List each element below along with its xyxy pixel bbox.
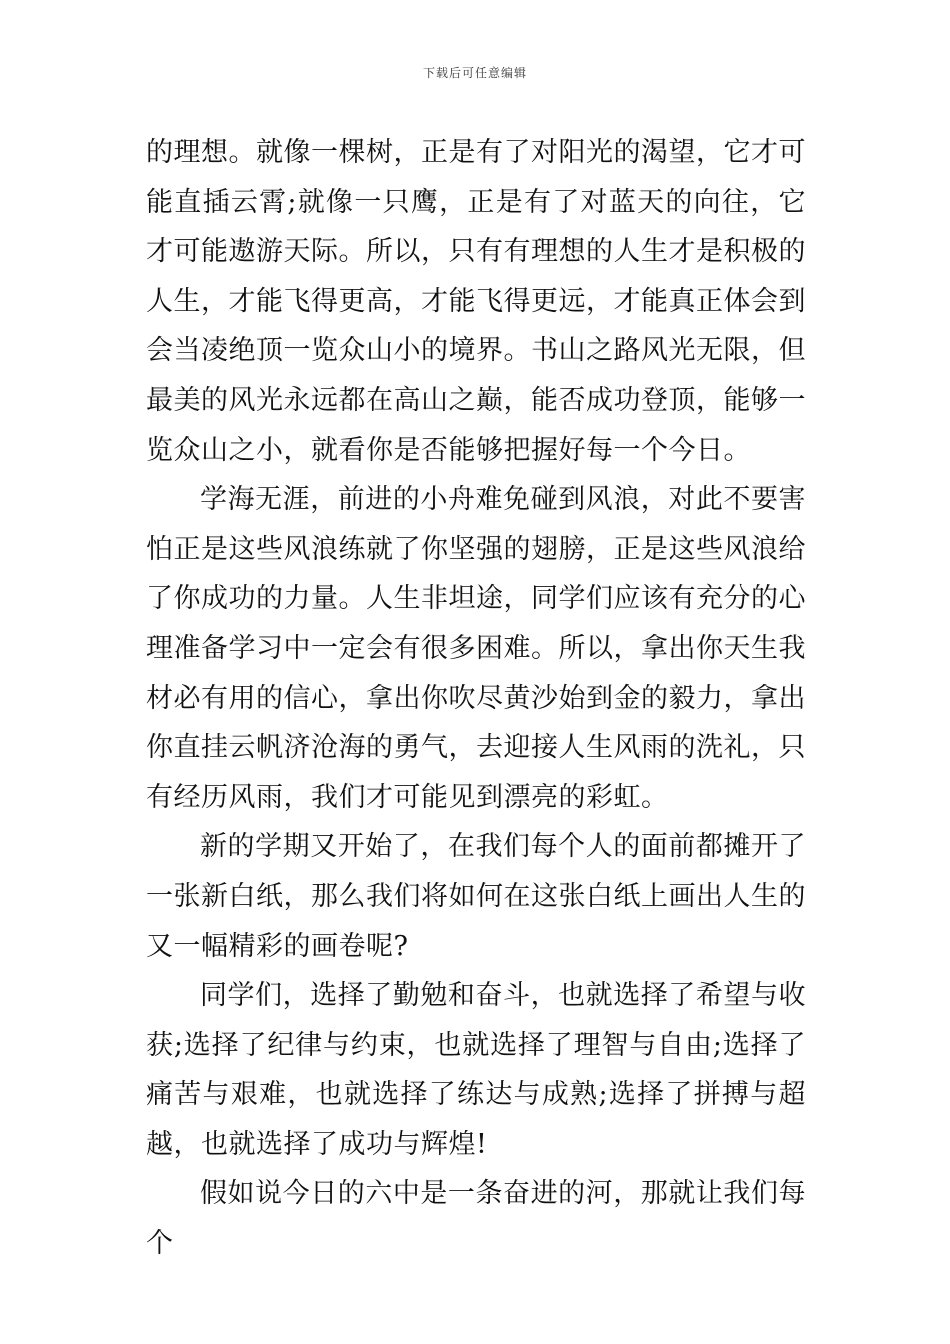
page-header: 下载后可任意编辑 — [422, 66, 527, 80]
document-body — [146, 128, 806, 1269]
paragraph-2: 学海无涯，前进的小舟难免碰到风浪，对此不要害怕正是这些风浪练就了你坚强的翅膀，正是这些风浪给了你成功的力量。人生非坦途，同学们应该有充分的心理准备学习中一定会有很多困难。所以，拿出你天生我材必有用的信心，拿出你吹尽黄沙始到金的毅力，拿出你直挂云帆济沧海的勇气，去迎接人生风雨的洗礼，只有经历风雨，我们才可能见到漂亮的彩虹。 — [146, 484, 806, 813]
paragraph-1: 的理想。就像一棵树，正是有了对阳光的渴望，它才可能直插云霄;就像一只鹰，正是有了对蓝天的向往，它才可能遨游天际。所以，只有有理想的人生才是积极的人生，才能飞得更高，才能飞得更远，才能真正体会到会当凌绝顶一览众山小的境界。书山之路风光无限，但最美的风光永远都在高山之巅，能否成功登顶，能够一览众山之小，就看你是否能够把握好每一个今日。 — [146, 137, 806, 466]
paragraph-3: 新的学期又开始了，在我们每个人的面前都摊开了一张新白纸，那么我们将如何在这张白纸上画出人生的又一幅精彩的画卷呢? — [146, 831, 806, 962]
paragraph-4: 同学们，选择了勤勉和奋斗，也就选择了希望与收获;选择了纪律与约束，也就选择了理智与自由;选择了痛苦与艰难，也就选择了练达与成熟;选择了拼搏与超越，也就选择了成功与辉煌! — [146, 980, 806, 1160]
paragraph-5: 假如说今日的六中是一条奋进的河，那就让我们每个 — [146, 1178, 806, 1260]
